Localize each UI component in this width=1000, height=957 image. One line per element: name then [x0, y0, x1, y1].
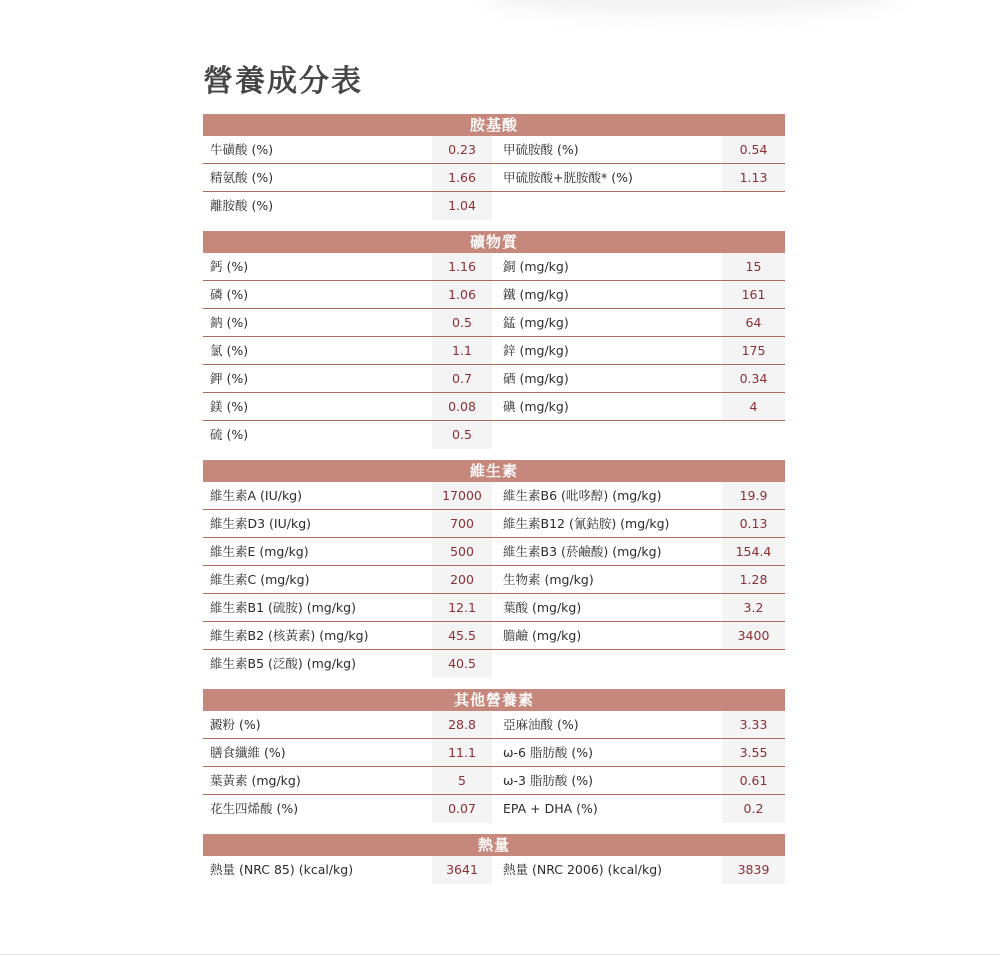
page-divider — [0, 954, 1000, 955]
table-section — [203, 114, 785, 220]
nutrient-value: 161 — [722, 281, 785, 309]
nutrient-name: 膳食纖維 (%) — [210, 745, 286, 760]
page-title: 營養成分表 — [203, 64, 363, 99]
nutrient-name: 硒 (mg/kg) — [503, 371, 569, 386]
nutrient-value: 3.33 — [722, 711, 785, 739]
table-row — [203, 192, 785, 220]
table-row — [203, 795, 785, 823]
nutrient-name: 銅 (mg/kg) — [503, 259, 569, 274]
nutrient-name: 熱量 (NRC 85) (kcal/kg) — [210, 862, 354, 877]
nutrient-name: 碘 (mg/kg) — [503, 399, 569, 414]
nutrient-value: 19.9 — [722, 482, 785, 510]
nutrient-value: 3641 — [432, 856, 492, 884]
nutrient-name: 鈉 (%) — [210, 315, 249, 330]
nutrient-name: ω-3 脂肪酸 (%) — [503, 773, 594, 788]
section-header: 礦物質 — [203, 231, 785, 253]
nutrient-name: 膽鹼 (mg/kg) — [503, 628, 582, 643]
nutrient-name: 維生素E (mg/kg) — [210, 544, 309, 559]
nutrient-name: 磷 (%) — [210, 287, 249, 302]
nutrient-value: 700 — [432, 510, 492, 538]
table-row — [203, 482, 785, 510]
nutrient-name: 鉀 (%) — [210, 371, 249, 386]
nutrient-name: EPA + DHA (%) — [503, 801, 598, 816]
table-row — [203, 253, 785, 281]
table-row — [203, 594, 785, 622]
nutrient-name: 澱粉 (%) — [210, 717, 261, 732]
table-row — [203, 856, 785, 884]
nutrient-value: 5 — [432, 767, 492, 795]
nutrient-name: 維生素B1 (硫胺) (mg/kg) — [210, 600, 356, 615]
nutrient-value: 3.2 — [722, 594, 785, 622]
nutrient-name: 維生素B12 (氰鈷胺) (mg/kg) — [503, 516, 670, 531]
nutrition-table — [203, 114, 785, 884]
nutrient-name: 亞麻油酸 (%) — [503, 717, 579, 732]
nutrient-name: ω-6 脂肪酸 (%) — [503, 745, 594, 760]
nutrient-name: 維生素A (IU/kg) — [210, 488, 302, 503]
nutrient-value: 200 — [432, 566, 492, 594]
table-row — [203, 538, 785, 566]
nutrient-value: 1.06 — [432, 281, 492, 309]
table-row — [203, 566, 785, 594]
nutrient-value: 64 — [722, 309, 785, 337]
nutrient-value: 0.5 — [432, 309, 492, 337]
nutrient-value: 1.1 — [432, 337, 492, 365]
nutrient-name: 花生四烯酸 (%) — [210, 801, 299, 816]
nutrient-name: 葉酸 (mg/kg) — [503, 600, 582, 615]
nutrient-value: 175 — [722, 337, 785, 365]
nutrient-name: 甲硫胺酸+胱胺酸* (%) — [503, 170, 633, 185]
nutrient-name: 硫 (%) — [210, 427, 249, 442]
nutrient-value: 0.34 — [722, 365, 785, 393]
nutrient-value: 0.07 — [432, 795, 492, 823]
nutrient-value: 11.1 — [432, 739, 492, 767]
table-row — [203, 622, 785, 650]
nutrient-name: 熱量 (NRC 2006) (kcal/kg) — [503, 862, 663, 877]
nutrient-value: 28.8 — [432, 711, 492, 739]
table-row — [203, 739, 785, 767]
nutrient-value: 3.55 — [722, 739, 785, 767]
nutrient-value: 154.4 — [722, 538, 785, 566]
nutrient-name: 氯 (%) — [210, 343, 249, 358]
section-header: 其他營養素 — [203, 689, 785, 711]
nutrient-name: 甲硫胺酸 (%) — [503, 142, 579, 157]
nutrient-value: 17000 — [432, 482, 492, 510]
table-section — [203, 231, 785, 449]
nutrient-value: 0.5 — [432, 421, 492, 449]
table-row — [203, 393, 785, 421]
nutrient-name: 離胺酸 (%) — [210, 198, 274, 213]
nutrient-value: 500 — [432, 538, 492, 566]
nutrient-value: 0.2 — [722, 795, 785, 823]
table-row — [203, 309, 785, 337]
nutrient-value: 1.16 — [432, 253, 492, 281]
nutrient-value: 0.08 — [432, 393, 492, 421]
table-row — [203, 711, 785, 739]
nutrient-value: 3839 — [722, 856, 785, 884]
table-row — [203, 164, 785, 192]
nutrient-name: 葉黃素 (mg/kg) — [210, 773, 301, 788]
nutrient-name: 鋅 (mg/kg) — [503, 343, 569, 358]
nutrient-value: 1.28 — [722, 566, 785, 594]
table-row — [203, 281, 785, 309]
nutrient-value: 0.23 — [432, 136, 492, 164]
nutrient-value: 40.5 — [432, 650, 492, 678]
nutrient-value: 0.54 — [722, 136, 785, 164]
table-section — [203, 460, 785, 678]
nutrient-value: 0.13 — [722, 510, 785, 538]
nutrient-name: 精氨酸 (%) — [210, 170, 274, 185]
nutrient-name: 維生素B2 (核黃素) (mg/kg) — [210, 628, 369, 643]
nutrient-value: 1.04 — [432, 192, 492, 220]
section-header: 胺基酸 — [203, 114, 785, 136]
nutrient-value: 4 — [722, 393, 785, 421]
section-header: 維生素 — [203, 460, 785, 482]
nutrient-name: 維生素C (mg/kg) — [210, 572, 310, 587]
table-row — [203, 136, 785, 164]
nutrient-name: 錳 (mg/kg) — [503, 315, 569, 330]
table-row — [203, 365, 785, 393]
nutrient-name: 鈣 (%) — [210, 259, 249, 274]
nutrient-name: 鎂 (%) — [210, 399, 249, 414]
nutrient-name: 鐵 (mg/kg) — [503, 287, 569, 302]
nutrient-value: 12.1 — [432, 594, 492, 622]
nutrient-name: 維生素D3 (IU/kg) — [210, 516, 312, 531]
nutrient-value: 45.5 — [432, 622, 492, 650]
table-section — [203, 834, 785, 884]
nutrient-value: 15 — [722, 253, 785, 281]
nutrient-name: 維生素B6 (吡哆醇) (mg/kg) — [503, 488, 662, 503]
nutrient-value: 0.7 — [432, 365, 492, 393]
section-header: 熱量 — [203, 834, 785, 856]
table-row — [203, 767, 785, 795]
nutrient-name: 生物素 (mg/kg) — [503, 572, 594, 587]
table-row — [203, 510, 785, 538]
nutrient-value: 0.61 — [722, 767, 785, 795]
nutrient-value: 1.66 — [432, 164, 492, 192]
nutrient-value: 3400 — [722, 622, 785, 650]
table-row — [203, 421, 785, 449]
nutrient-name: 維生素B5 (泛酸) (mg/kg) — [210, 656, 356, 671]
nutrient-name: 牛磺酸 (%) — [210, 142, 274, 157]
table-row — [203, 650, 785, 678]
nutrient-name: 維生素B3 (菸鹼酸) (mg/kg) — [503, 544, 662, 559]
table-row — [203, 337, 785, 365]
nutrient-value: 1.13 — [722, 164, 785, 192]
table-section — [203, 689, 785, 823]
top-shadow-decoration — [480, 0, 900, 14]
